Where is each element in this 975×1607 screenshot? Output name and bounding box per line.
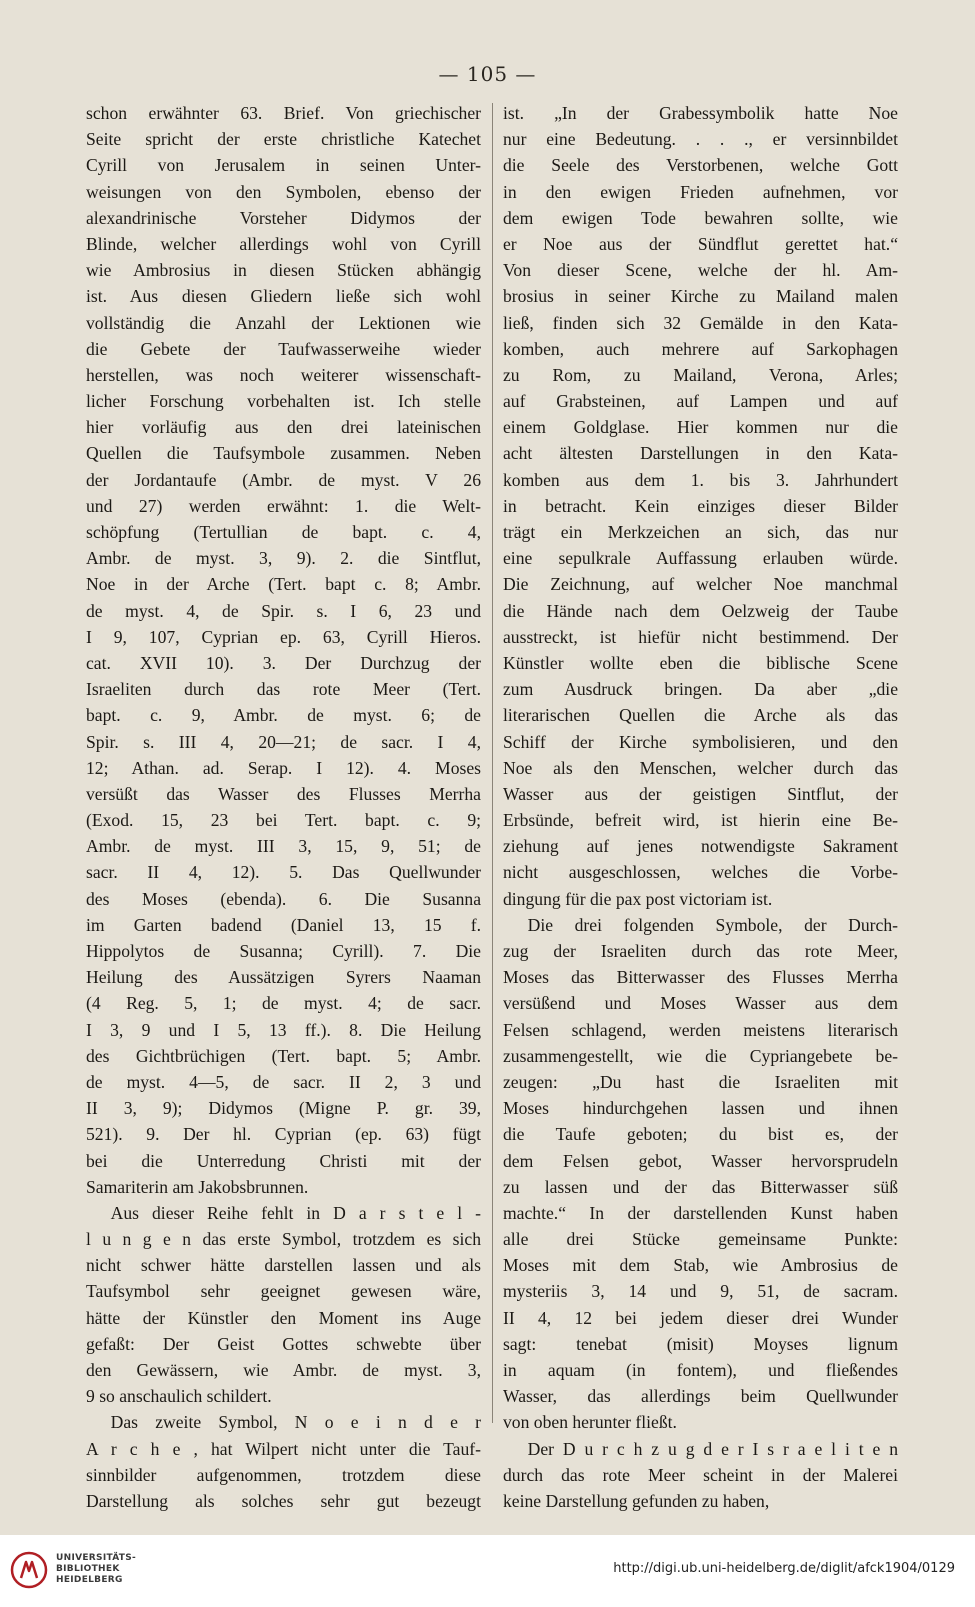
text-line: komben aus dem 1. bis 3. Jahrhundert — [503, 469, 898, 490]
text-line: Cyrill von Jerusalem in seinen Unter- — [86, 155, 481, 176]
text-line: vollständig die Anzahl der Lektionen wie — [86, 312, 481, 333]
column-divider — [492, 103, 493, 1423]
text-line: von oben herunter fließt. — [503, 1412, 677, 1433]
left-text-column — [86, 100, 481, 1514]
text-line: Samariterin am Jakobsbrunnen. — [86, 1176, 309, 1197]
text-line: in den ewigen Frieden aufnehmen, vor — [503, 181, 898, 202]
text-line: sacr. II 4, 12). 5. Das Quellwunder — [86, 862, 481, 883]
text-line: Das zweite Symbol, N o e i n d e r — [110, 1412, 481, 1433]
text-line: gefaßt: Der Geist Gottes schwebte über — [86, 1333, 481, 1354]
page-number: — 105 — — [438, 62, 537, 86]
text-line: de myst. 4, de Spir. s. I 6, 23 und — [86, 600, 481, 621]
text-line: versüßt das Wasser des Flusses Merrha — [86, 783, 481, 804]
text-line: Ambr. de myst. III 3, 15, 9, 51; de — [86, 836, 481, 857]
text-line: Die Zeichnung, auf welcher Noe manchmal — [503, 574, 898, 595]
text-line: Noe als den Menschen, welcher durch das — [503, 757, 898, 778]
text-line: die Seele des Verstorbenen, welche Gott — [503, 155, 898, 176]
text-line: brosius in seiner Kirche zu Mailand malen — [503, 286, 898, 307]
text-line: Felsen schlagend, werden meistens literarisch — [503, 1019, 898, 1040]
text-line: zusammengestellt, wie die Cypriangebete be- — [503, 1045, 898, 1066]
text-line: Seite spricht der erste christliche Katechet — [86, 129, 481, 150]
text-line: hier vorläufig aus den drei lateinischen — [86, 417, 481, 438]
text-line: zu Rom, zu Mailand, Verona, Arles; — [503, 364, 898, 385]
text-line: II 3, 9); Didymos (Migne P. gr. 39, — [86, 1098, 481, 1119]
text-line: dem Felsen gebot, Wasser hervorsprudeln — [503, 1150, 898, 1171]
library-name — [56, 1553, 136, 1586]
text-line: cat. XVII 10). 3. Der Durchzug der — [86, 652, 481, 673]
text-line: komben, auch mehrere auf Sarkophagen — [503, 338, 898, 359]
text-line: auf Grabsteinen, auf Lampen und auf — [503, 391, 898, 412]
text-line: nicht ausgeschlossen, welches die Vorbe- — [503, 862, 898, 883]
text-line: in betracht. Kein einziges dieser Bilder — [503, 495, 898, 516]
text-line: (4 Reg. 5, 1; de myst. 4; de sacr. — [86, 993, 481, 1014]
text-line: eine sepulkrale Auffassung erlauben würde. — [503, 548, 898, 569]
text-line: die Gebete der Taufwasserweihe wieder — [86, 338, 481, 359]
text-line: (Exod. 15, 23 bei Tert. bapt. c. 9; — [86, 810, 481, 831]
text-line: durch das rote Meer scheint in der Malerei — [503, 1464, 898, 1485]
text-line: des Moses (ebenda). 6. Die Susanna — [86, 888, 481, 909]
text-line: 9 so anschaulich schildert. — [86, 1386, 272, 1407]
text-line: 521). 9. Der hl. Cyprian (ep. 63) fügt — [86, 1124, 481, 1145]
text-line: er Noe aus der Sündflut gerettet hat.“ — [503, 233, 898, 254]
text-line: schon erwähnter 63. Brief. Von griechischer — [86, 103, 481, 123]
text-line: keine Darstellung gefunden zu haben, — [503, 1490, 770, 1511]
text-line: Moses mit dem Stab, wie Ambrosius de — [503, 1255, 898, 1276]
right-text-column — [503, 100, 898, 1514]
text-line: Darstellung als solches sehr gut bezeugt — [86, 1490, 481, 1511]
text-line: alle drei Stücke gemeinsame Punkte: — [503, 1229, 898, 1250]
text-line: weisungen von den Symbolen, ebenso der — [86, 181, 481, 202]
text-line: mysteriis 3, 14 und 9, 51, de sacram. — [503, 1281, 898, 1302]
text-line: trägt ein Merkzeichen an sich, das nur — [503, 522, 898, 542]
text-line: sagt: tenebat (misit) Moyses lignum — [503, 1333, 898, 1354]
text-line: zeugen: „Du hast die Israeliten mit — [503, 1071, 898, 1092]
text-line: schöpfung (Tertullian de bapt. c. 4, — [86, 522, 481, 542]
text-line: Aus dieser Reihe fehlt in D a r s t e l - — [110, 1202, 481, 1223]
text-line: zum Ausdruck bringen. Da aber „die — [503, 679, 898, 700]
text-line: Erbsünde, befreit wird, ist hierin eine Be- — [503, 810, 898, 831]
text-line: ist. Aus diesen Gliedern ließe sich wohl — [86, 286, 481, 307]
text-line: 12; Athan. ad. Serap. I 12). 4. Moses — [86, 757, 481, 778]
text-line: zu lassen und der das Bitterwasser süß — [503, 1176, 898, 1197]
library-name-line: HEIDELBERG — [56, 1575, 123, 1585]
text-line: dingung für die pax post victoriam ist. — [503, 888, 773, 909]
text-line: die Hände nach dem Oelzweig der Taube — [503, 600, 898, 621]
text-line: l u n g e n das erste Symbol, trotzdem es sich — [86, 1229, 481, 1250]
text-line: ließ, finden sich 32 Gemälde in den Kata- — [503, 312, 898, 333]
text-line: nicht schwer hätte darstellen lassen und als — [86, 1255, 481, 1276]
text-line: Spir. s. III 4, 20—21; de sacr. I 4, — [86, 731, 481, 752]
text-line: II 4, 12 bei jedem dieser drei Wunder — [503, 1307, 898, 1328]
text-line: Der D u r c h z u g d e r I s r a e l i t e n — [527, 1438, 898, 1459]
text-line: Wasser aus der geistigen Sintflut, der — [503, 783, 898, 804]
text-line: Hippolytos de Susanna; Cyrill). 7. Die — [86, 941, 481, 961]
text-line: einem Goldglase. Hier kommen nur die — [503, 417, 898, 438]
text-line: I 3, 9 und I 5, 13 ff.). 8. Die Heilung — [86, 1019, 481, 1040]
text-line: de myst. 4—5, de sacr. II 2, 3 und — [86, 1071, 481, 1092]
university-seal-icon — [10, 1551, 48, 1589]
text-line: in aquam (in fontem), und fließendes — [503, 1360, 898, 1380]
text-line: alexandrinische Vorsteher Didymos der — [86, 207, 481, 228]
text-line: herstellen, was noch weiterer wissenschaft- — [86, 364, 481, 385]
text-line: literarischen Quellen die Arche als das — [503, 705, 898, 726]
text-line: Ambr. de myst. 3, 9). 2. die Sintflut, — [86, 548, 481, 569]
text-line: hätte der Künstler den Moment ins Auge — [86, 1307, 481, 1328]
library-name-line: BIBLIOTHEK — [56, 1564, 120, 1574]
text-line: A r c h e , hat Wilpert nicht unter die Tauf- — [86, 1438, 481, 1459]
text-line: ist. „In der Grabessymbolik hatte Noe — [503, 103, 898, 123]
text-line: zug der Israeliten durch das rote Meer, — [503, 941, 898, 961]
text-line: Taufsymbol sehr geeignet gewesen wäre, — [86, 1281, 481, 1302]
text-line: Israeliten durch das rote Meer (Tert. — [86, 679, 481, 700]
text-line: Noe in der Arche (Tert. bapt c. 8; Ambr. — [86, 574, 481, 595]
text-line: Wasser, das allerdings beim Quellwunder — [503, 1386, 898, 1407]
text-line: I 9, 107, Cyprian ep. 63, Cyrill Hieros. — [86, 626, 481, 647]
text-line: bei die Unterredung Christi mit der — [86, 1150, 481, 1171]
text-line: Quellen die Taufsymbole zusammen. Neben — [86, 443, 481, 464]
text-line: sinnbilder aufgenommen, trotzdem diese — [86, 1464, 481, 1485]
text-line: Künstler wollte eben die biblische Scene — [503, 652, 898, 673]
text-line: dem ewigen Tode bewahren sollte, wie — [503, 207, 898, 228]
text-line: nur eine Bedeutung. . . ., er versinnbildet — [503, 129, 898, 150]
text-line: Die drei folgenden Symbole, der Durch- — [527, 914, 898, 935]
text-line: versüßend und Moses Wasser aus dem — [503, 993, 898, 1014]
text-line: Schiff der Kirche symbolisieren, und den — [503, 731, 898, 752]
text-line: acht ältesten Darstellungen in den Kata- — [503, 443, 898, 464]
text-line: licher Forschung vorbehalten ist. Ich stelle — [86, 391, 481, 412]
library-footer — [0, 1535, 975, 1607]
text-line: ausstreckt, ist hiefür nicht bestimmend. Der — [503, 626, 898, 647]
text-line: machte.“ In der darstellenden Kunst haben — [503, 1202, 898, 1223]
text-line: den Gewässern, wie Ambr. de myst. 3, — [86, 1360, 481, 1380]
text-line: ziehung auf jenes notwendigste Sakrament — [503, 836, 898, 857]
text-line: Moses hindurchgehen lassen und ihnen — [503, 1098, 898, 1119]
text-line: die Taufe geboten; du bist es, der — [503, 1124, 898, 1145]
text-line: Blinde, welcher allerdings wohl von Cyrill — [86, 233, 481, 254]
text-line: und 27) werden erwähnt: 1. die Welt- — [86, 495, 481, 516]
text-line: im Garten badend (Daniel 13, 15 f. — [86, 914, 481, 935]
text-line: Von dieser Scene, welche der hl. Am- — [503, 260, 898, 281]
text-line: des Gichtbrüchigen (Tert. bapt. 5; Ambr. — [86, 1045, 481, 1066]
library-name-line: UNIVERSITÄTS- — [56, 1553, 137, 1563]
text-line: Moses das Bitterwasser des Flusses Merrha — [503, 967, 898, 988]
source-url-link[interactable]: http://digi.ub.uni-heidelberg.de/diglit/afck1904/0129 — [613, 1561, 955, 1576]
text-line: Heilung des Aussätzigen Syrers Naaman — [86, 967, 481, 988]
text-line: bapt. c. 9, Ambr. de myst. 6; de — [86, 705, 481, 726]
text-line: der Jordantaufe (Ambr. de myst. V 26 — [86, 469, 481, 490]
text-line: wie Ambrosius in diesen Stücken abhängig — [86, 260, 481, 281]
